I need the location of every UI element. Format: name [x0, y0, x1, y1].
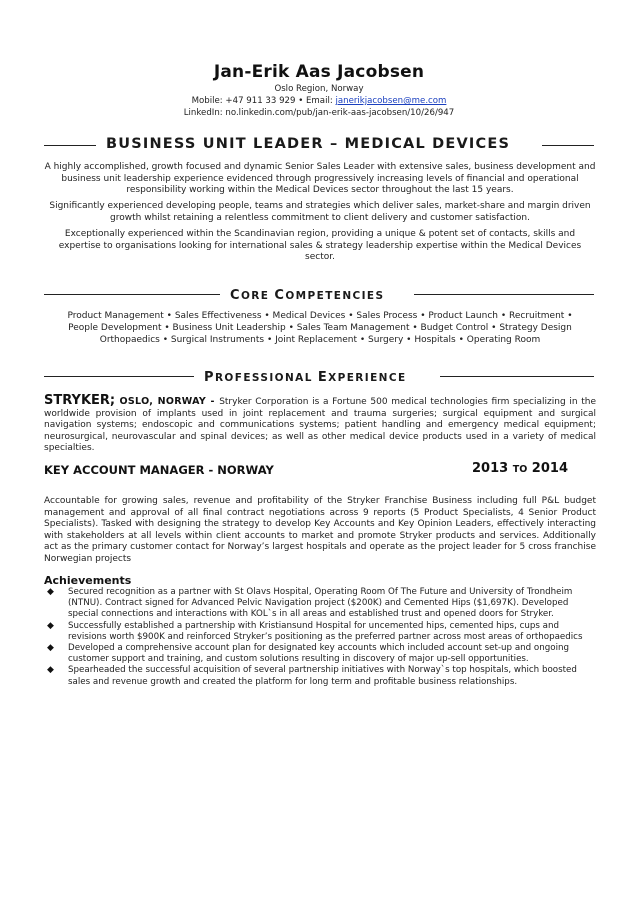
- diamond-bullet-icon: ◆: [47, 643, 54, 654]
- divider-line: [440, 376, 594, 377]
- divider-line: [44, 376, 194, 377]
- list-item: ◆ Secured recognition as a partner with St Olavs Hospital, Operating Room Of The Future and University of Trondheim (NTNU). Contract signed for Advanced Pelvic Navigation project ($200K) and Cemented Hips ($1,697K). Developed special connections and interactions with KOL`s in all areas and established trust and opened doors for Stryker.: [47, 587, 573, 620]
- company-location: OSLO, NORWAY -: [115, 396, 220, 407]
- divider-line: [542, 145, 594, 146]
- achievements-heading: Achievements: [44, 574, 132, 587]
- competencies-line: People Development • Business Unit Leadership • Sales Team Management • Budget Control • Strategy Design: [68, 323, 572, 333]
- mobile-text: Mobile: +47 911 33 929 • Email:: [191, 96, 336, 106]
- contact-line: [0, 96, 638, 107]
- email-link[interactable]: janerikjacobsen@me.com: [335, 96, 447, 106]
- role-description: Accountable for growing sales, revenue and profitability of the Stryker Franchise Business including full P&L budget management and approval of all final contract negotiations across 9 reports (5 Product Specialists, 4 Senior Product Specialists). Tasked with designing the strategy to develop Key Accounts and Key Opinion Leaders, effectively interacting with stakeholders at all levels within client accounts to market and promote Stryker products and services. Additionally act as the primary customer contact for Norway’s largest hospitals and operate as the project leader for 5 cross franchise Norwegian projects: [44, 496, 596, 564]
- divider-line: [414, 294, 594, 295]
- list-item: ◆ Successfully established a partnership with Kristiansund Hospital for uncemented hips, cemented hips, cups and revisions worth $900K and reinforced Stryker’s positioning as the preferred partner across most areas of orthopaedics: [47, 620, 583, 642]
- experience-heading: PROFESSIONAL EXPERIENCE: [204, 370, 407, 385]
- candidate-name: Jan-Erik Aas Jacobsen: [213, 62, 425, 82]
- divider-line: [44, 145, 96, 146]
- location: Oslo Region, Norway: [274, 84, 364, 94]
- summary-paragraph: A highly accomplished, growth focused and dynamic Senior Sales Leader with extensive sales, business development and business unit leadership experience evidenced through progressively increasing levels of financial and operational responsibility working within the Medical Devices sector throughout the last 15 years.: [44, 162, 596, 195]
- title-heading: BUSINESS UNIT LEADER – MEDICAL DEVICES: [106, 136, 511, 152]
- competencies-heading: CORE COMPETENCIES: [230, 288, 385, 303]
- linkedin-line: LinkedIn: no.linkedin.com/pub/jan-erik-aas-jacobsen/10/26/947: [183, 108, 455, 118]
- summary-paragraph: Exceptionally experienced within the Scandinavian region, providing a unique & potent set of contacts, skills and expertise to organisations looking for international sales & strategy leadership expertise within the Medical Devices sector.: [58, 229, 582, 262]
- summary-paragraph: Significantly experienced developing people, teams and strategies which deliver sales, market-share and margin driven growth whilst retaining a relentless commitment to client delivery and customer satisfaction.: [49, 201, 591, 223]
- diamond-bullet-icon: ◆: [47, 587, 54, 597]
- diamond-bullet-icon: ◆: [47, 620, 54, 631]
- company-name: STRYKER;: [44, 393, 116, 408]
- list-item: ◆ Developed a comprehensive account plan for designated key accounts which included account set-up and ongoing customer support and training, and custom solutions resulting in discovery of major up-sell opportunities.: [47, 643, 570, 665]
- divider-line: [44, 294, 220, 295]
- competencies-line: Orthopaedics • Surgical Instruments • Joint Replacement • Surgery • Hospitals • Operating Room: [99, 335, 541, 345]
- role-title: KEY ACCOUNT MANAGER - NORWAY: [44, 463, 274, 477]
- achievements-list: [44, 587, 596, 688]
- competencies-line: Product Management • Sales Effectiveness • Medical Devices • Sales Process • Product Launch • Recruitment •: [67, 311, 573, 321]
- role-dates: 2013 TO 2014: [472, 461, 568, 476]
- company-description: Stryker Corporation is a Fortune 500 medical technologies firm specializing in the worldwide provision of implants used in joint replacement and trauma surgeries; surgical equipment and surgical navigation systems; endoscopic and communications systems; patient handling and emergency medical equipment; neurosurgical, neurovascular and spinal devices; as well as other medical device products used in a variety of medical specialties.: [44, 397, 596, 453]
- employer-block: [44, 395, 596, 455]
- diamond-bullet-icon: ◆: [47, 665, 54, 676]
- list-item: ◆ Spearheaded the successful acquisition of several partnership initiatives with Norway`s top hospitals, which boosted sales and revenue growth and created the platform for long term and profitable business relationships.: [47, 665, 577, 687]
